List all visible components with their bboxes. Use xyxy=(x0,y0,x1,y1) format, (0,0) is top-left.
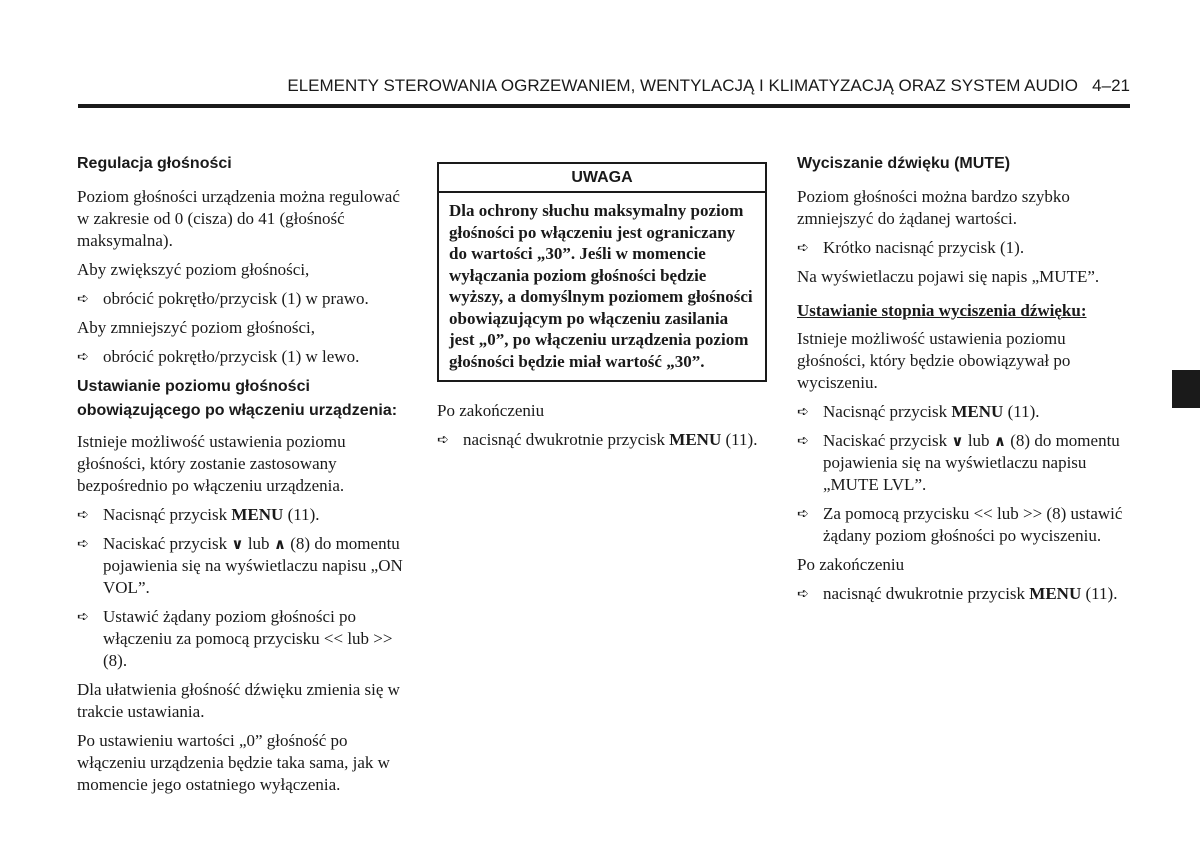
list-item-text: obrócić pokrętło/przycisk (1) w lewo. xyxy=(103,347,360,366)
warning-box xyxy=(437,162,767,382)
list-item-text: (8) do momentu pojawienia się na wyświetlaczu napisu „ON VOL”. xyxy=(103,534,403,597)
paragraph: Dla ułatwienia głośność dźwięku zmienia się w trakcie ustawiania. xyxy=(77,680,400,721)
list-item xyxy=(437,429,767,451)
column-left xyxy=(77,152,412,803)
list-item-text: Naciskać przycisk xyxy=(103,534,232,553)
list-item-text: obrócić pokrętło/przycisk (1) w prawo. xyxy=(103,289,369,308)
list-item xyxy=(797,503,1132,547)
chevron-down-icon: ∨ xyxy=(231,535,244,553)
menu-key-label: MENU xyxy=(1029,584,1082,603)
list-item-text: nacisnąć dwukrotnie przycisk xyxy=(823,584,1030,603)
paragraph: Po ustawieniu wartości „0” głośność po włączeniu urządzenia będzie taka sama, jak w momencie jego ostatniego wyłączenia. xyxy=(77,731,390,794)
menu-key-label: MENU xyxy=(951,402,1004,421)
list-item-text: lub xyxy=(963,431,994,450)
arrow-right-icon: ➪ xyxy=(77,291,89,307)
section-heading-startup-volume: Ustawianie poziomu głośności obowiązującego po włączeniu urządzenia: xyxy=(77,378,398,419)
chapter-thumb-tab xyxy=(1172,370,1200,408)
arrow-right-icon: ➪ xyxy=(797,240,809,256)
column-middle xyxy=(437,152,767,458)
subheading-mute-level: Ustawianie stopnia wyciszenia dźwięku: xyxy=(797,301,1087,320)
list-item xyxy=(77,288,412,310)
list-item-text: (11). xyxy=(283,505,320,524)
paragraph: Aby zwiększyć poziom głośności, xyxy=(77,260,310,279)
paragraph: Na wyświetlaczu pojawi się napis „MUTE”. xyxy=(797,267,1100,286)
list-item xyxy=(77,346,412,368)
arrow-right-icon: ➪ xyxy=(77,507,89,523)
arrow-right-icon: ➪ xyxy=(77,349,89,365)
warning-title: UWAGA xyxy=(439,164,765,193)
warning-text: Dla ochrony słuchu maksymalny poziom głośności po włączeniu jest ograniczany do wartości „30”. Jeśli w momencie wyłączania poziom głośności będzie wyższy, a domyślnym poziomem głośności obowiązującym po włączeniu zasilania jest „0”, po włączeniu urządzenia poziom głośności będzie miał wartość „30”. xyxy=(449,201,753,371)
list-item xyxy=(797,430,1132,496)
list-item-text: Ustawić żądany poziom głośności po włączeniu za pomocą przycisku << lub >> (8). xyxy=(103,607,393,670)
arrow-right-icon: ➪ xyxy=(77,536,89,552)
list-item xyxy=(797,583,1132,605)
paragraph: Istnieje możliwość ustawienia poziomu głośności, który zostanie zastosowany bezpośrednio po włączeniu urządzenia. xyxy=(77,432,346,495)
paragraph: Istnieje możliwość ustawienia poziomu głośności, który będzie obowiązywał po wyciszeniu. xyxy=(797,329,1071,392)
list-item-text: Nacisnąć przycisk xyxy=(823,402,952,421)
list-item xyxy=(797,401,1132,423)
list-item xyxy=(797,237,1132,259)
list-item xyxy=(77,533,412,599)
list-item-text: Naciskać przycisk xyxy=(823,431,952,450)
list-item-text: (8) do momentu pojawienia się na wyświetlaczu napisu „MUTE LVL”. xyxy=(823,431,1120,494)
arrow-right-icon: ➪ xyxy=(77,609,89,625)
column-right xyxy=(797,152,1132,612)
chevron-up-icon: ∧ xyxy=(993,432,1006,450)
arrow-right-icon: ➪ xyxy=(797,404,809,420)
arrow-right-icon: ➪ xyxy=(797,433,809,449)
page-header-title: ELEMENTY STEROWANIA OGRZEWANIEM, WENTYLACJĄ I KLIMATYZACJĄ ORAZ SYSTEM AUDIO 4–21 xyxy=(287,76,1130,95)
list-item xyxy=(77,606,412,672)
paragraph: Aby zmniejszyć poziom głośności, xyxy=(77,318,315,337)
chevron-down-icon: ∨ xyxy=(951,432,964,450)
paragraph: Poziom głośności urządzenia można regulować w zakresie od 0 (cisza) do 41 (głośność maksymalna). xyxy=(77,187,400,250)
arrow-right-icon: ➪ xyxy=(797,586,809,602)
menu-key-label: MENU xyxy=(231,505,284,524)
paragraph: Po zakończeniu xyxy=(437,401,545,420)
section-heading-volume: Regulacja głośności xyxy=(77,155,232,172)
list-item-text: (11). xyxy=(1003,402,1040,421)
list-item xyxy=(77,504,412,526)
list-item-text: Nacisnąć przycisk xyxy=(103,505,232,524)
menu-key-label: MENU xyxy=(669,430,722,449)
list-item-text: lub xyxy=(243,534,274,553)
arrow-right-icon: ➪ xyxy=(797,506,809,522)
list-item-text: (11). xyxy=(721,430,758,449)
paragraph: Po zakończeniu xyxy=(797,555,905,574)
page-header xyxy=(78,70,1130,108)
paragraph: Poziom głośności można bardzo szybko zmniejszyć do żądanej wartości. xyxy=(797,187,1070,228)
arrow-right-icon: ➪ xyxy=(437,432,449,448)
list-item-text: Za pomocą przycisku << lub >> (8) ustawić żądany poziom głośności po wyciszeniu. xyxy=(823,504,1123,545)
section-heading-mute: Wyciszanie dźwięku (MUTE) xyxy=(797,155,1011,172)
chevron-up-icon: ∧ xyxy=(273,535,286,553)
list-item-text: Krótko nacisnąć przycisk (1). xyxy=(823,238,1025,257)
list-item-text: (11). xyxy=(1081,584,1118,603)
list-item-text: nacisnąć dwukrotnie przycisk xyxy=(463,430,670,449)
